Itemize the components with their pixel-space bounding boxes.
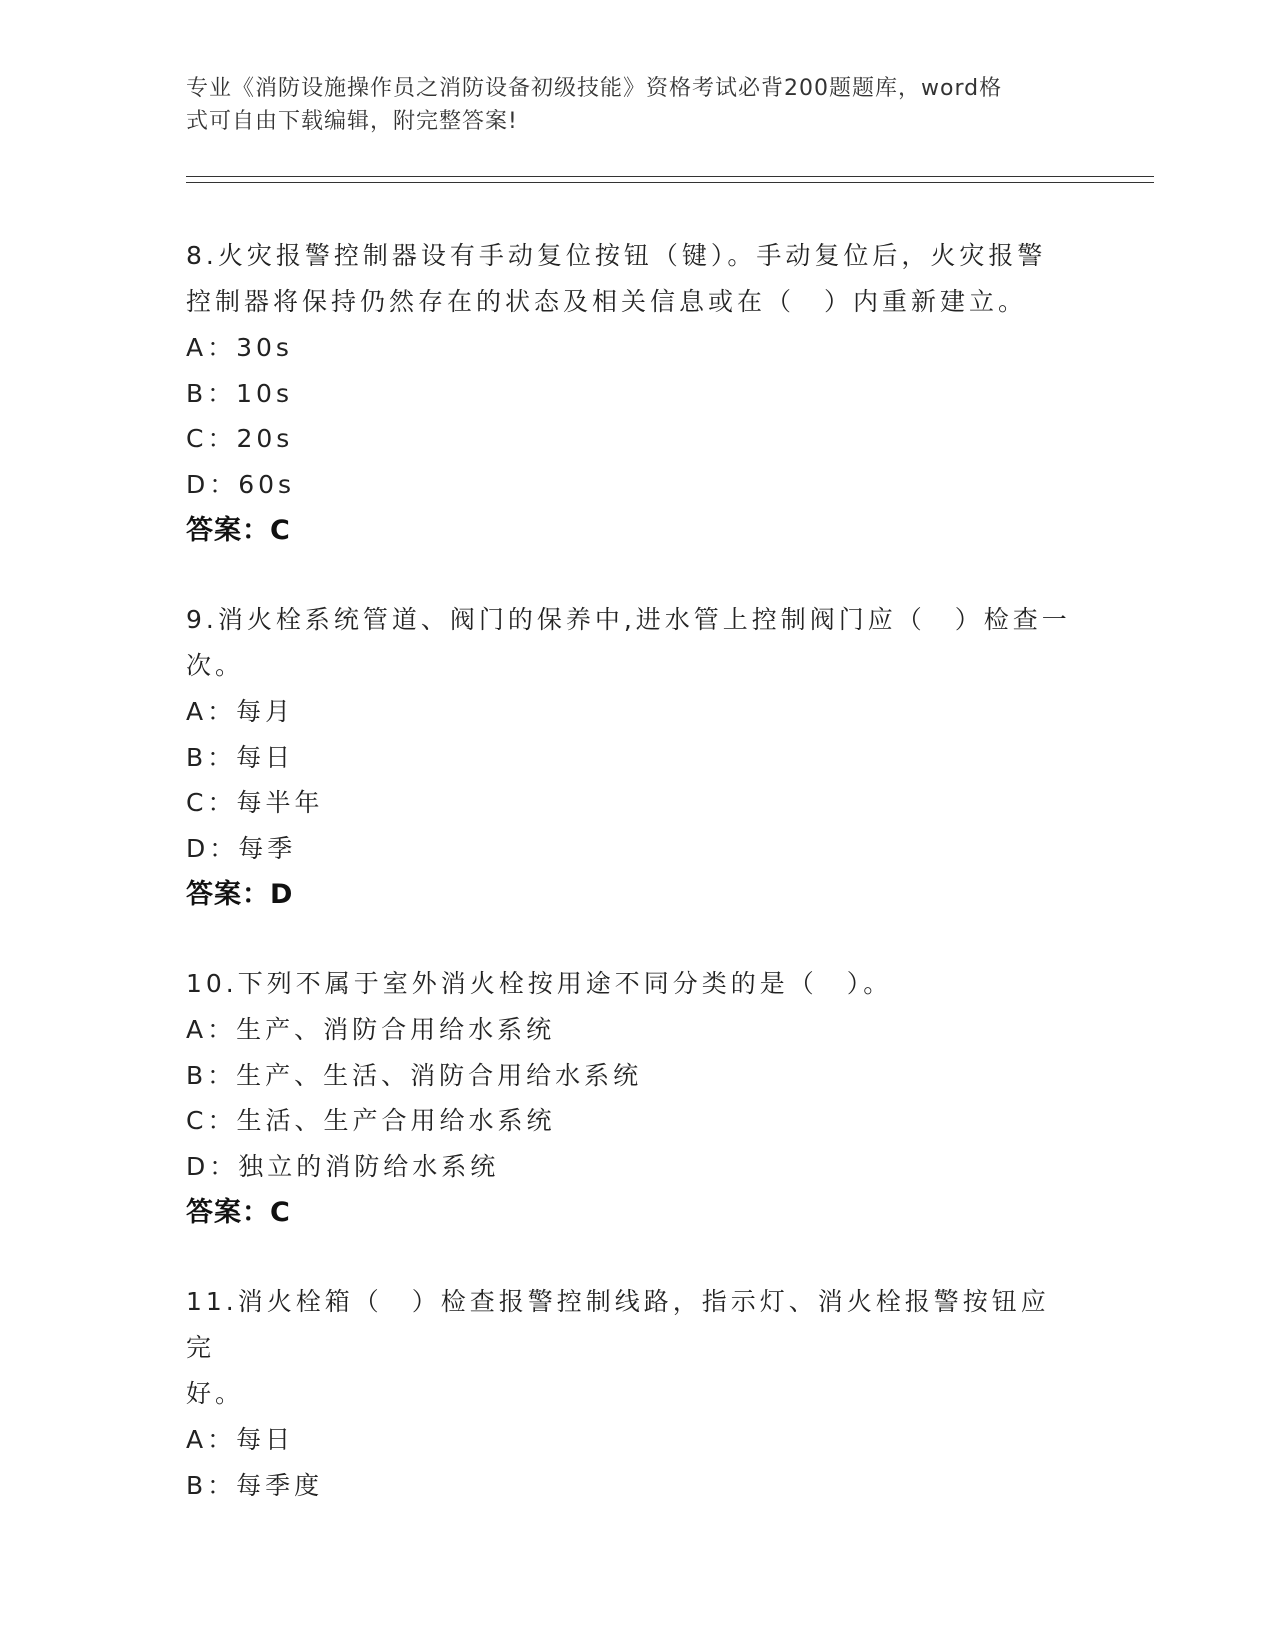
answer: 答案：C [186,515,291,546]
question-9 [186,597,1076,918]
option-d: D：每季 [186,833,297,863]
document-header [186,72,1066,138]
header-divider-bottom [186,182,1154,183]
option-a: A：30s [186,333,293,362]
question-10 [186,961,1076,1236]
option-b: B：生产、生活、消防合用给水系统 [186,1060,643,1090]
option-b: B：每季度 [186,1470,324,1500]
header-divider-top [186,176,1154,177]
header-line-2: 式可自由下载编辑，附完整答案! [186,109,518,134]
question-11 [186,1279,1076,1508]
question-8 [186,233,1076,554]
option-c: C：20s [186,424,294,453]
question-stem-line: 10.下列不属于室外消火栓按用途不同分类的是（ ）。 [186,969,893,998]
option-d: D：独立的消防给水系统 [186,1151,500,1181]
question-stem-line: 11.消火栓箱（ ）检查报警控制线路，指示灯、消火栓报警按钮应完 [186,1287,1050,1362]
question-stem-line: 9.消火栓系统管道、阀门的保养中,进水管上控制阀门应（ ）检查一 [186,605,1071,634]
question-stem-line: 8.火灾报警控制器设有手动复位按钮（键）。手动复位后，火灾报警 [186,241,1047,270]
option-b: B：10s [186,378,293,408]
option-a: A：每日 [186,1425,295,1454]
header-line-1: 专业《消防设施操作员之消防设备初级技能》资格考试必背200题题库，word格 [186,76,1003,101]
option-a: A：生产、消防合用给水系统 [186,1015,556,1044]
answer: 答案：D [186,879,294,910]
option-a: A：每月 [186,697,295,726]
option-c: C：每半年 [186,788,324,817]
answer: 答案：C [186,1197,291,1228]
option-c: C：生活、生产合用给水系统 [186,1106,556,1135]
question-stem-line: 次。 [186,651,245,680]
option-b: B：每日 [186,742,295,772]
option-d: D：60s [186,469,296,499]
question-stem-line: 控制器将保持仍然存在的状态及相关信息或在（ ）内重新建立。 [186,287,1028,316]
question-stem-line: 好。 [186,1379,245,1408]
